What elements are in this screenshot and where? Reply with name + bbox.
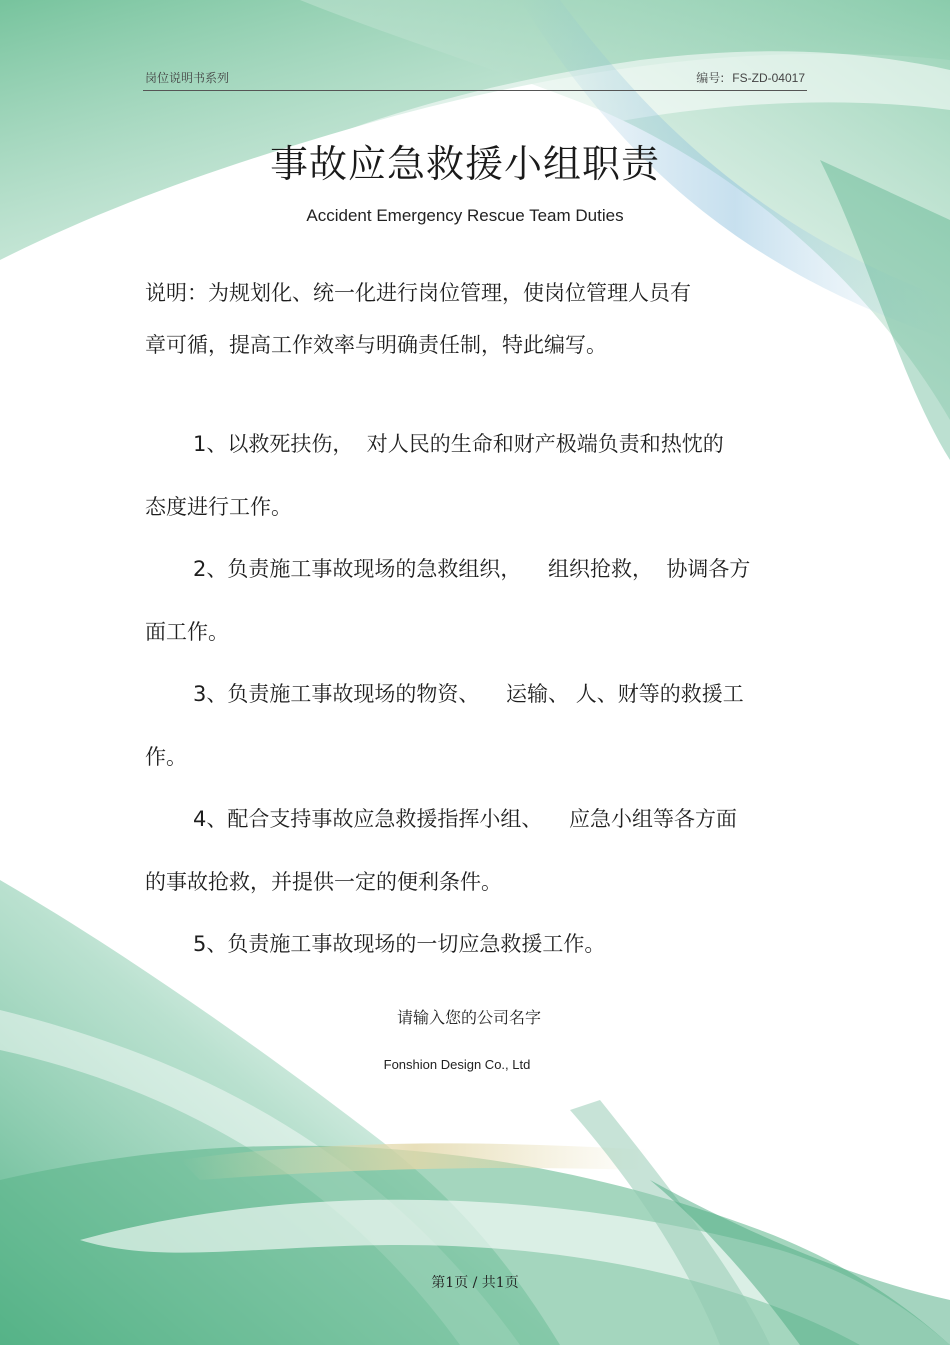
item-3-line-2: 作。: [145, 745, 187, 769]
item-4-line-2: 的事故抢救，并提供一定的便利条件。: [145, 870, 502, 894]
item-3-line-1: 3、负责施工事故现场的物资、 运输、 人、财等的救援工: [193, 682, 744, 706]
company-name-en: Fonshion Design Co., Ltd: [383, 1057, 531, 1072]
item-4-line-1: 4、配合支持事故应急救援指挥小组、 应急小组等各方面: [193, 807, 738, 831]
item-1-line-2: 态度进行工作。: [145, 495, 292, 519]
item-2-line-1: 2、负责施工事故现场的急救组织， 组织抢救， 协调各方: [193, 557, 751, 581]
document-code: [696, 69, 805, 86]
page-title: 事故应急救援小组职责: [269, 142, 660, 186]
item-2-line-2: 面工作。: [145, 620, 229, 644]
code-label: 编号:: [696, 71, 725, 85]
code-value: FS-ZD-04017: [732, 71, 805, 85]
item-1-line-1: 1、以救死扶伤， 对人民的生命和财产极端负责和热忱的: [193, 432, 724, 456]
company-name-cn: 请输入您的公司名字: [396, 1008, 541, 1027]
page-number: 第1页 / 共1页: [431, 1275, 519, 1291]
series-label: 岗位说明书系列: [145, 71, 230, 85]
intro-line-2: 章可循，提高工作效率与明确责任制，特此编写。: [145, 333, 607, 357]
item-5-line-1: 5、负责施工事故现场的一切应急救援工作。: [193, 932, 606, 956]
page-subtitle: Accident Emergency Rescue Team Duties: [306, 206, 624, 225]
header-divider: [143, 90, 807, 91]
intro-line-1: 说明：为规划化、统一化进行岗位管理，使岗位管理人员有: [145, 281, 691, 305]
